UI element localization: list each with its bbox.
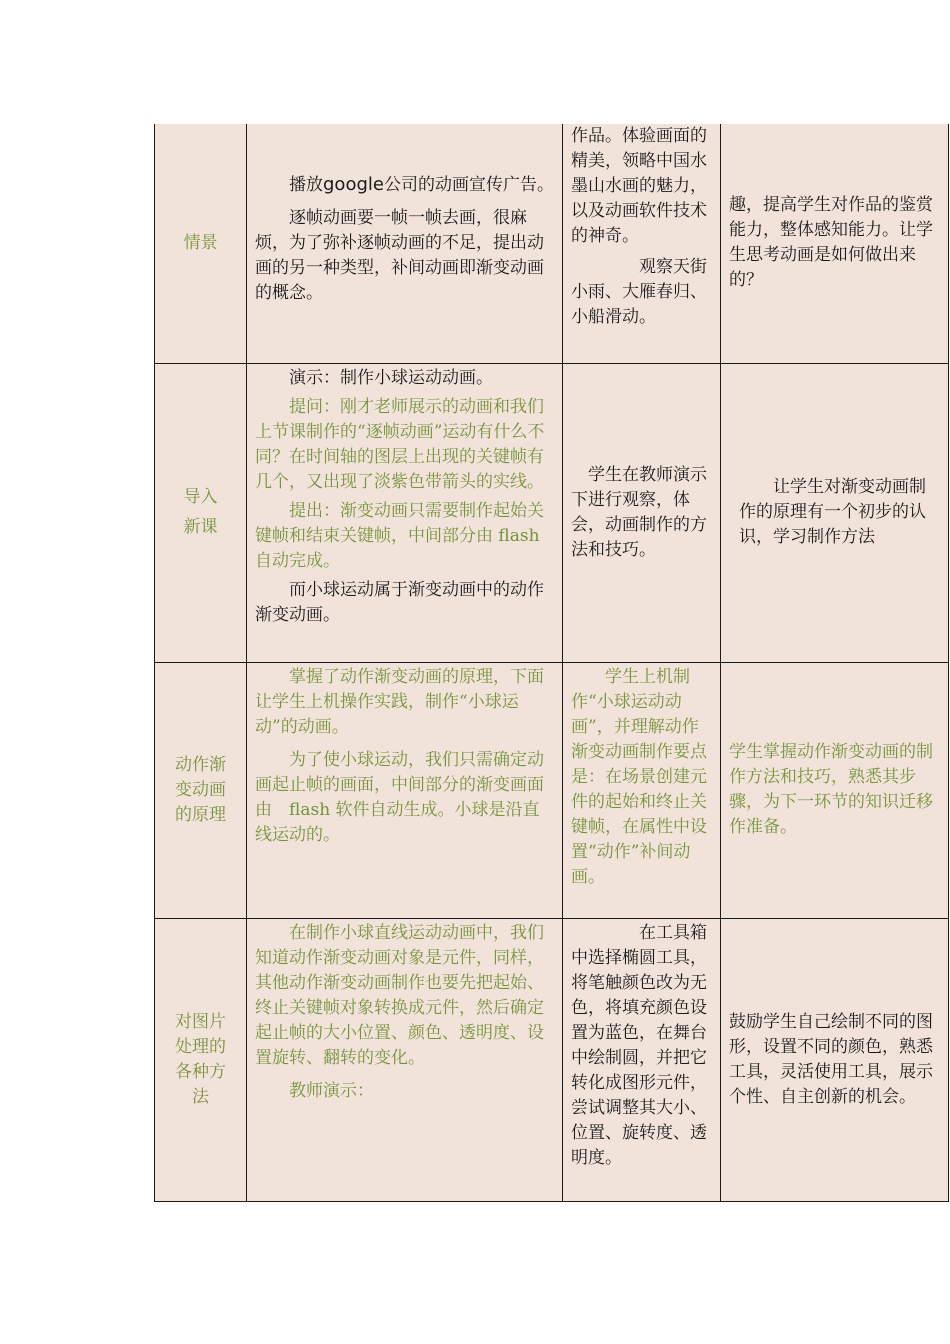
purpose-text: 鼓励学生自己绘制不同的图形，设置不同的颜色，熟悉工具，灵活使用工具，展示个性、自主创新的机会。 [729,1011,933,1107]
brand-name: google [323,174,384,196]
stage-label: 处理的 [175,1036,226,1057]
teacher-activity-cell [247,363,563,662]
purpose-text: 趣，提高学生对作品的鉴赏能力，整体感知能力。让学生思考动画是如何做出来的？ [729,195,933,291]
student-activity-cell [563,918,721,1201]
teacher-paragraph: 教师演示： [289,1080,374,1101]
student-paragraph: 在工具箱中选择椭圆工具，将笔触颜色改为无色，将填充颜色设置为蓝色，在舞台中绘制圆，并把它转化成图形元件，尝试调整其大小、位置、旋转度、透明度。 [571,922,707,1168]
purpose-text: 让学生对渐变动画制作的原理有一个初步的认识，学习制作方法 [739,477,926,547]
stage-cell [155,124,247,363]
design-purpose-cell [721,124,949,363]
stage-label: 的原理 [175,804,226,825]
stage-cell [155,363,247,662]
teacher-paragraph: 演示：制作小球运动动画。 [289,367,493,388]
teacher-paragraph: 提问：刚才老师展示的动画和我们上节课制作的“逐帧动画”运动有什么不同？在时间轴的图层上出现的关键帧有几个，又出现了淡紫色带箭头的实线。 [255,396,545,492]
student-paragraph: 学生在教师演示下进行观察，体会，动画制作的方法和技巧。 [571,464,707,560]
student-activity-cell [563,662,721,918]
design-purpose-cell [721,363,949,662]
stage-label: 动作渐 [175,754,226,775]
teacher-paragraph: 播放google公司的动画宣传广告。 [289,174,554,196]
teacher-activity-cell [247,662,563,918]
table-row [155,363,949,662]
teacher-paragraph: 掌握了动作渐变动画的原理，下面让学生上机操作实践，制作“小球运动”的动画。 [255,666,544,737]
stage-label: 法 [192,1086,209,1107]
student-paragraph: 作品。体验画面的精美，领略中国水墨山水画的魅力，以及动画软件技术的神奇。 [571,126,707,246]
table-row [155,662,949,918]
stage-label: 导入 [183,487,218,507]
purpose-text: 学生掌握动作渐变动画的制作方法和技巧，熟悉其步骤，为下一环节的知识迁移作准备。 [729,742,933,837]
design-purpose-cell [721,662,949,918]
table-row [155,124,949,363]
stage-label: 变动画 [175,779,226,800]
table-row [155,918,949,1201]
teacher-activity-cell [247,124,563,363]
lesson-plan-table [154,124,949,1202]
student-paragraph: 学生上机制作“小球运动动画”，并理解动作渐变动画制作要点是：在场景创建元件的起始和终止关键帧，在属性中设置“动作”补间动画。 [571,666,707,887]
teacher-paragraph: 逐帧动画要一帧一帧去画，很麻烦，为了弥补逐帧动画的不足，提出动画的另一种类型，补间动画即渐变动画的概念。 [255,208,544,304]
stage-cell [155,662,247,918]
stage-label: 各种方 [175,1061,226,1082]
teacher-paragraph: 为了使小球运动，我们只需确定动画起止帧的画面，中间部分的渐变画面由 flash 软件自动生成。小球是沿直线运动的。 [255,749,544,845]
student-activity-cell [563,124,721,363]
stage-label: 对图片 [175,1011,226,1032]
design-purpose-cell [721,918,949,1201]
stage-label: 新课 [183,517,218,537]
stage-cell [155,918,247,1201]
stage-label: 情景 [183,232,218,253]
teacher-activity-cell [247,918,563,1201]
student-activity-cell [563,363,721,662]
student-paragraph: 观察天街小雨、大雁春归、小船滑动。 [571,257,707,327]
teacher-paragraph: 在制作小球直线运动动画中，我们知道动作渐变动画对象是元件，同样，其他动作渐变动画制作也要先把起始、终止关键帧对象转换成元件，然后确定起止帧的大小位置、颜色、透明度、设置旋转、翻转的变化。 [255,922,544,1068]
teacher-paragraph: 提出：渐变动画只需要制作起始关键帧和结束关键帧，中间部分由 flash 自动完成。 [255,500,544,571]
teacher-paragraph: 而小球运动属于渐变动画中的动作渐变动画。 [255,579,544,625]
